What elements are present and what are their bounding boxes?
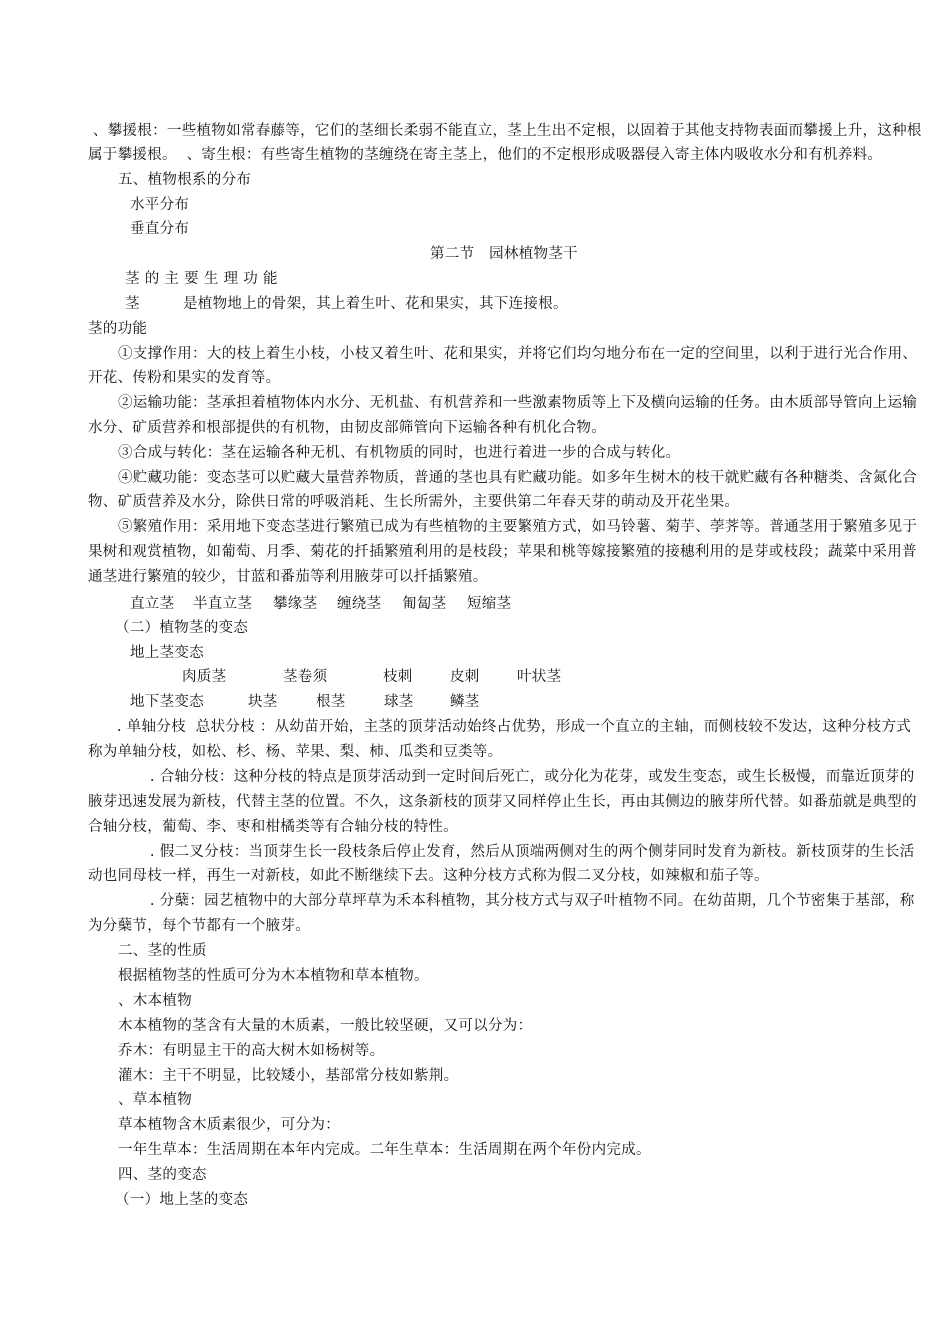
stem-type-semi-upright: 半直立茎 bbox=[193, 596, 253, 612]
heading-stem-metamorphosis: （二）植物茎的变态 bbox=[115, 620, 249, 636]
above-type-cladode: 叶状茎 bbox=[517, 669, 562, 685]
paragraph-synthesis: ③合成与转化：茎在运输各种无机、有机物质的同时，也进行着进一步的合成与转化。 bbox=[118, 445, 681, 461]
paragraph-storage-cont: 物、矿质营养及水分，除供日常的呼吸消耗、生长所需外，主要供第二年春天芽的萌动及开花坐果。 bbox=[88, 494, 740, 510]
heading-stem-functions: 茎 的 主 要 生 理 功 能 bbox=[125, 271, 278, 287]
paragraph-transport: ②运输功能：茎承担着植物体内水分、无机盐、有机营养和一些激素物质等上下及横向运输的任务。由木质部导管向上运输 bbox=[118, 395, 918, 411]
stem-type-shortened: 短缩茎 bbox=[467, 596, 512, 612]
paragraph-sympodial-end: 合轴分枝，葡萄、李、枣和柑橘类等有合轴分枝的特性。 bbox=[88, 819, 458, 835]
below-type-rhizome: 根茎 bbox=[316, 694, 346, 710]
label-below-ground: 地下茎变态 bbox=[130, 694, 204, 710]
paragraph-sympodial: . 合轴分枝：这种分枝的特点是顶芽活动到一定时间后死亡，或分化为花芽，或发生变态，或生长极慢，而靠近顶芽的 bbox=[145, 769, 915, 785]
stem-definition-term: 茎 bbox=[125, 296, 140, 312]
paragraph-sympodial-cont: 腋芽迅速发展为新枝，代替主茎的位置。不久，这条新枝的顶芽又同样停止生长，再由其侧边的腋芽所代替。如番茄就是典型的 bbox=[88, 794, 917, 810]
below-type-corm: 球茎 bbox=[384, 694, 414, 710]
item-annual-biennial: 一年生草本：生活周期在本年内完成。二年生草本：生活周期在两个年份内完成。 bbox=[118, 1142, 651, 1158]
above-type-prickle: 皮刺 bbox=[450, 669, 480, 685]
above-type-succulent: 肉质茎 bbox=[182, 669, 227, 685]
stem-type-creeping: 匍匐茎 bbox=[402, 596, 447, 612]
item-horizontal-distribution: 水平分布 bbox=[130, 197, 190, 213]
above-type-tendril: 茎卷须 bbox=[283, 669, 328, 685]
paragraph-storage: ④贮藏功能：变态茎可以贮藏大量营养物质，普通的茎也具有贮藏功能。如多年生树木的枝干就贮藏有各种糖类、含氮化合 bbox=[118, 470, 918, 486]
item-tree: 乔木：有明显主干的高大树木如杨树等。 bbox=[118, 1043, 385, 1059]
paragraph-parasitic-root: 属于攀援根。 、寄生根：有些寄生植物的茎缠绕在寄主茎上，他们的不定根形成吸器侵入寄主体内吸收水分和有机养料。 bbox=[88, 147, 883, 163]
below-type-bulb: 鳞茎 bbox=[450, 694, 480, 710]
stem-type-upright: 直立茎 bbox=[130, 596, 175, 612]
paragraph-reproduction-cont: 果树和观赏植物，如葡萄、月季、菊花的扦插繁殖利用的是枝段；苹果和桃等嫁接繁殖的接穗利用的是芽或枝段；蔬菜中采用普 bbox=[88, 544, 917, 560]
heading-above-ground-modification: （一）地上茎的变态 bbox=[115, 1192, 249, 1208]
paragraph-dichasial-cont: 动也同母枝一样，再生一对新枝，如此不断继续下去。这种分枝方式称为假二叉分枝，如辣椒和茄子等。 bbox=[88, 868, 769, 884]
paragraph-climbing-root: 、攀援根：一些植物如常春藤等，它们的茎细长柔弱不能直立，茎上生出不定根，以固着于其他支持物表面而攀援上升，这种根 bbox=[88, 123, 922, 139]
paragraph-monopodial-cont: 称为单轴分枝，如松、杉、杨、苹果、梨、柿、瓜类和豆类等。 bbox=[88, 744, 503, 760]
paragraph-reproduction-end: 通茎进行繁殖的较少，甘蓝和番茄等利用腋芽可以扦插繁殖。 bbox=[88, 569, 488, 585]
heading-function-of-stem: 茎的功能 bbox=[88, 321, 148, 337]
paragraph-tillering: . 分蘖：园艺植物中的大部分草坪草为禾本科植物，其分枝方式与双子叶植物不同。在幼苗期，几个节密集于基部，称 bbox=[145, 893, 915, 909]
paragraph-transport-cont: 水分、矿质营养和根部提供的有机物，由韧皮部筛管向下运输各种有机化合物。 bbox=[88, 420, 606, 436]
paragraph-dichasial: . 假二叉分枝：当顶芽生长一段枝条后停止发育，然后从顶端两侧对生的两个侧芽同时发育为新枝。新枝顶芽的生长活 bbox=[145, 844, 915, 860]
paragraph-support: ①支撑作用：大的枝上着生小枝，小枝又着生叶、花和果实，并将它们均匀地分布在一定的空间里，以利于进行光合作用、 bbox=[118, 346, 918, 362]
paragraph-stem-nature: 根据植物茎的性质可分为木本植物和草本植物。 bbox=[118, 968, 429, 984]
item-vertical-distribution: 垂直分布 bbox=[130, 221, 190, 237]
paragraph-support-cont: 开花、传粉和果实的发育等。 bbox=[88, 370, 281, 386]
above-type-thorn: 枝刺 bbox=[383, 669, 413, 685]
heading-root-distribution: 五、植物根系的分布 bbox=[118, 172, 252, 188]
heading-stem-nature: 二、茎的性质 bbox=[118, 943, 207, 959]
heading-stem-modification: 四、茎的变态 bbox=[118, 1167, 207, 1183]
stem-type-twining: 缠绕茎 bbox=[337, 596, 382, 612]
heading-herbaceous-plants: 、草本植物 bbox=[118, 1092, 192, 1108]
stem-type-climbing: 攀缘茎 bbox=[273, 596, 318, 612]
paragraph-herbaceous-plants: 草本植物含木质素很少，可分为： bbox=[118, 1117, 340, 1133]
heading-woody-plants: 、木本植物 bbox=[118, 993, 192, 1009]
below-type-tuber: 块茎 bbox=[248, 694, 278, 710]
label-above-ground: 地上茎变态 bbox=[130, 645, 204, 661]
paragraph-monopodial: . 单轴分枝 总状分枝 ：从幼苗开始，主茎的顶芽活动始终占优势，形成一个直立的主轴，而侧枝较不发达，这种分枝方式 bbox=[112, 719, 912, 735]
item-shrub: 灌木：主干不明显，比较矮小，基部常分枝如紫荆。 bbox=[118, 1068, 459, 1084]
paragraph-reproduction: ⑤繁殖作用：采用地下变态茎进行繁殖已成为有些植物的主要繁殖方式，如马铃薯、菊芋、荸荠等。普通茎用于繁殖多见于 bbox=[118, 519, 918, 535]
stem-definition-text: 是植物地上的骨架，其上着生叶、花和果实，其下连接根。 bbox=[183, 296, 568, 312]
section-title: 第二节 园林植物茎干 bbox=[430, 246, 578, 262]
paragraph-woody-plants: 木本植物的茎含有大量的木质素，一般比较坚硬，又可以分为： bbox=[118, 1018, 533, 1034]
paragraph-tillering-cont: 为分蘖节，每个节都有一个腋芽。 bbox=[88, 918, 310, 934]
